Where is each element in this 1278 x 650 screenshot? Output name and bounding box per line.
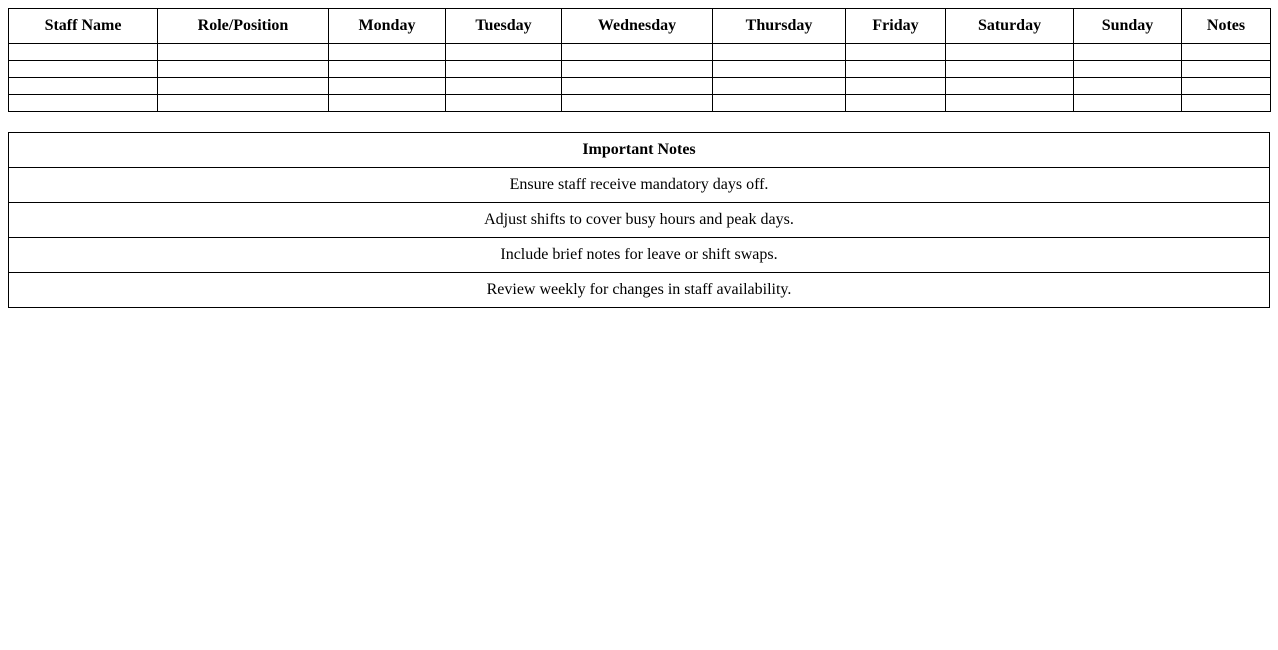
table-cell[interactable] (158, 61, 329, 78)
staff-schedule-table (8, 8, 1271, 112)
header-friday: Friday (846, 9, 946, 44)
header-notes: Notes (1182, 9, 1271, 44)
table-cell[interactable] (1074, 44, 1182, 61)
table-row (9, 95, 1271, 112)
note-item: Include brief notes for leave or shift swaps. (9, 238, 1270, 273)
note-row (9, 273, 1270, 308)
note-row (9, 168, 1270, 203)
notes-title: Important Notes (9, 133, 1270, 168)
table-cell[interactable] (1074, 61, 1182, 78)
table-cell[interactable] (562, 95, 713, 112)
important-notes-table (8, 132, 1270, 308)
table-cell[interactable] (846, 44, 946, 61)
header-tuesday: Tuesday (446, 9, 562, 44)
table-cell[interactable] (1182, 95, 1271, 112)
header-monday: Monday (329, 9, 446, 44)
table-cell[interactable] (1182, 61, 1271, 78)
table-cell[interactable] (446, 78, 562, 95)
table-cell[interactable] (1074, 95, 1182, 112)
notes-title-row (9, 133, 1270, 168)
table-row (9, 44, 1271, 61)
table-cell[interactable] (329, 61, 446, 78)
table-cell[interactable] (562, 44, 713, 61)
header-staff-name: Staff Name (9, 9, 158, 44)
table-cell[interactable] (9, 95, 158, 112)
table-cell[interactable] (1074, 78, 1182, 95)
note-row (9, 238, 1270, 273)
note-item: Adjust shifts to cover busy hours and peak days. (9, 203, 1270, 238)
table-cell[interactable] (329, 44, 446, 61)
note-item: Ensure staff receive mandatory days off. (9, 168, 1270, 203)
table-cell[interactable] (562, 78, 713, 95)
table-cell[interactable] (446, 61, 562, 78)
table-cell[interactable] (946, 78, 1074, 95)
table-cell[interactable] (846, 61, 946, 78)
table-cell[interactable] (846, 78, 946, 95)
table-row (9, 78, 1271, 95)
table-cell[interactable] (446, 95, 562, 112)
table-cell[interactable] (9, 44, 158, 61)
table-cell[interactable] (158, 78, 329, 95)
table-cell[interactable] (446, 44, 562, 61)
table-cell[interactable] (9, 78, 158, 95)
table-cell[interactable] (329, 78, 446, 95)
table-cell[interactable] (562, 61, 713, 78)
table-cell[interactable] (329, 95, 446, 112)
header-role-position: Role/Position (158, 9, 329, 44)
header-thursday: Thursday (713, 9, 846, 44)
table-row (9, 61, 1271, 78)
table-cell[interactable] (846, 95, 946, 112)
table-cell[interactable] (713, 78, 846, 95)
table-cell[interactable] (1182, 44, 1271, 61)
header-saturday: Saturday (946, 9, 1074, 44)
note-row (9, 203, 1270, 238)
table-cell[interactable] (946, 95, 1074, 112)
header-row (9, 9, 1271, 44)
note-item: Review weekly for changes in staff availability. (9, 273, 1270, 308)
table-cell[interactable] (158, 95, 329, 112)
table-cell[interactable] (946, 61, 1074, 78)
table-cell[interactable] (158, 44, 329, 61)
table-cell[interactable] (9, 61, 158, 78)
header-sunday: Sunday (1074, 9, 1182, 44)
table-cell[interactable] (1182, 78, 1271, 95)
table-cell[interactable] (713, 95, 846, 112)
table-cell[interactable] (946, 44, 1074, 61)
header-wednesday: Wednesday (562, 9, 713, 44)
table-cell[interactable] (713, 44, 846, 61)
table-cell[interactable] (713, 61, 846, 78)
